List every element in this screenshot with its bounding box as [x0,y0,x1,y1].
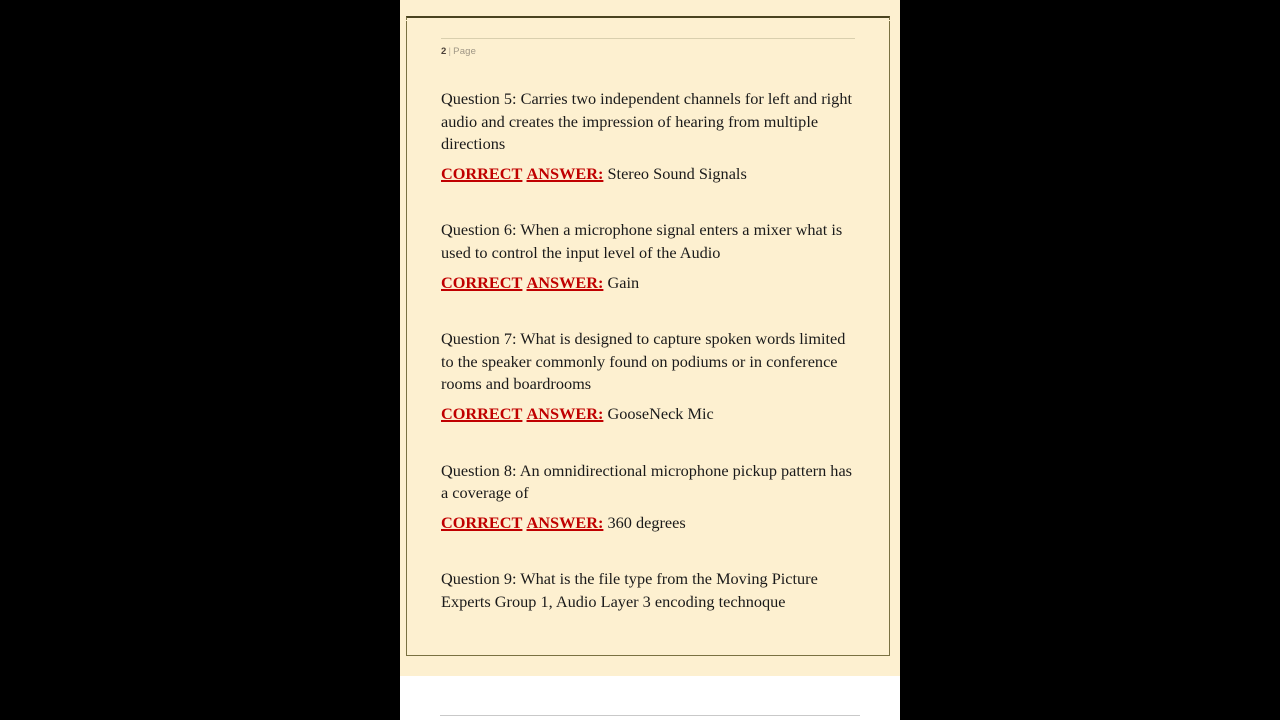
page-number: 2 [441,46,447,57]
page-word-label: Page [453,46,477,57]
page-number-label [441,46,855,57]
answer-value: Stereo Sound Signals [607,163,747,183]
document-scroll-column[interactable] [400,0,900,720]
answer-value: Gain [607,272,640,292]
answer-line [441,512,855,535]
qa-block [441,568,855,613]
next-page-header-divider [440,715,860,716]
answer-line [441,272,855,295]
answer-keyword-answer: ANSWER: [526,272,604,292]
answer-keyword-correct: CORRECT [441,512,523,532]
question-text: Question 8: An omnidirectional microphone pickup pattern has a coverage of [441,460,853,503]
qa-block [441,460,855,535]
question-text: Question 9: What is the file type from the Moving Picture Experts Group 1, Audio Layer 3 encoding technoque [441,569,818,611]
answer-value: 360 degrees [607,512,686,532]
answer-line [441,403,855,426]
page-gap [400,676,900,698]
answer-keyword-correct: CORRECT [441,403,523,423]
letterbox-right [900,0,1280,720]
question-text: Question 6: When a microphone signal enters a mixer what is used to control the input level of the Audio [441,220,843,262]
page-body [441,60,855,614]
answer-keyword-answer: ANSWER: [526,403,604,423]
answer-keyword-answer: ANSWER: [526,163,604,183]
page-border-frame [406,16,890,656]
document-page-2 [400,0,900,676]
qa-block [441,88,855,185]
qa-block [441,219,855,294]
page-number-separator: | [448,46,452,57]
answer-keyword-correct: CORRECT [441,163,523,183]
answer-line [441,163,855,186]
qa-block [441,328,855,425]
answer-keyword-answer: ANSWER: [526,512,604,532]
letterbox-left [0,0,400,720]
question-text: Question 5: Carries two independent channels for left and right audio and creates the impression of hearing from multiple directions [441,89,852,154]
answer-value: GooseNeck Mic [607,403,714,423]
question-text: Question 7: What is designed to capture spoken words limited to the speaker commonly found on podiums or in conference rooms and boardrooms [441,329,846,394]
answer-keyword-correct: CORRECT [441,272,523,292]
header-divider [441,38,855,39]
page-header [441,18,855,60]
document-page-3 [400,715,900,720]
